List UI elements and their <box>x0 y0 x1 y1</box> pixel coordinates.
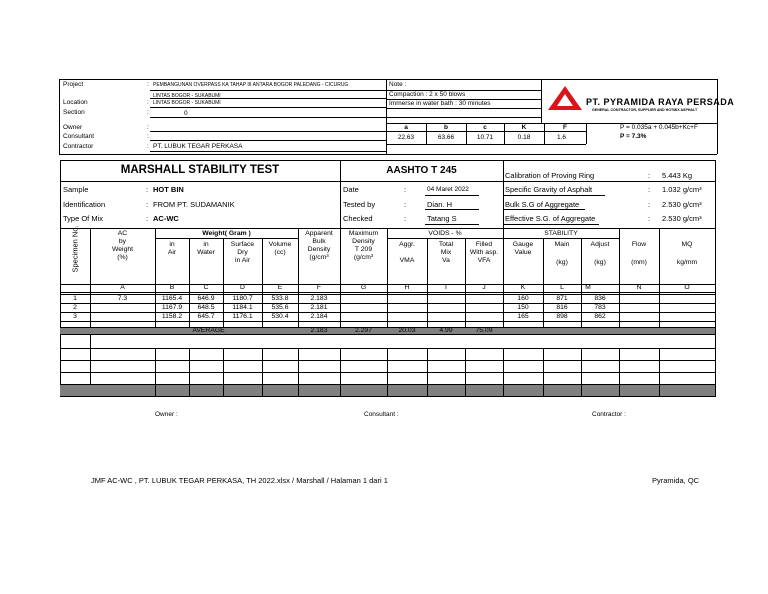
company-logo <box>547 85 583 116</box>
row2-ssd: 1184.1 <box>232 304 253 311</box>
stability-group-header: STABILITY <box>544 230 578 237</box>
row2-water: 648.5 <box>197 304 215 311</box>
coef-value-a: 22.63 <box>397 134 415 141</box>
colon: : <box>147 124 149 131</box>
col-vfa-header: Filled With asp. VFA <box>469 241 499 264</box>
average-bulk: 2.183 <box>310 327 328 334</box>
row3-gauge: 165 <box>517 313 529 320</box>
sg-asphalt-label: Specific Gravity of Asphalt <box>505 185 593 194</box>
row1-water: 646.9 <box>197 295 215 302</box>
section-label: Section <box>63 109 85 116</box>
pyramid-logo-icon <box>547 85 583 111</box>
colon: : <box>147 133 149 140</box>
colon: : <box>648 185 651 194</box>
col-volume-header: Volume (cc) <box>268 241 292 256</box>
row3-no: 3 <box>73 313 77 320</box>
row3-bulk: 2.184 <box>310 313 328 320</box>
row3-water: 645.7 <box>197 313 215 320</box>
row1-adjust: 836 <box>594 295 606 302</box>
calibration-value: 5.443 Kg <box>662 171 693 180</box>
effective-sg-label: Effective S.G. of Aggregate <box>505 214 596 223</box>
coef-value-c: 10.71 <box>476 134 494 141</box>
col-max-density-header: Maximum Density T 209 (g/cm³ <box>348 230 379 261</box>
coef-value-b: 63.66 <box>437 134 455 141</box>
col-in-water-header: in Water <box>197 241 215 256</box>
row3-air: 1158.2 <box>161 313 183 320</box>
p-result: P = 7.3% <box>620 133 647 140</box>
contractor-signature: Contractor : <box>592 411 626 418</box>
checked-value: Tatang S <box>427 214 457 223</box>
note-label: Note : <box>389 81 407 88</box>
immerse-text: Immerse in water bath : 30 minutes <box>389 100 491 107</box>
formula-text: P = 0.035a + 0.045b+Kc+F <box>620 124 698 131</box>
row1-gauge: 160 <box>517 295 529 302</box>
row2-main: 816 <box>556 304 568 311</box>
colon: : <box>648 214 651 223</box>
colon: : <box>404 185 407 194</box>
letter-h: H <box>404 284 410 291</box>
row2-bulk: 2.181 <box>310 304 328 311</box>
consultant-signature: Consultant : <box>364 411 399 418</box>
average-label: AVERAGE <box>192 327 225 334</box>
row1-vol: 533.8 <box>271 295 289 302</box>
colon: : <box>648 200 651 209</box>
project-value: PEMBANGUNAN OVERPASS KA TAHAP III ANTARA BOGOR PALEDANG - CICURUG <box>153 82 349 88</box>
coef-header-c: c <box>483 124 487 131</box>
location-label: Location <box>63 99 88 106</box>
standard-title: AASHTO T 245 <box>386 165 457 176</box>
letter-k: K <box>520 284 526 291</box>
colon: : <box>147 81 149 88</box>
col-surface-dry-header: Surface Dry in Air <box>230 241 255 264</box>
sg-asphalt-value: 1.032 g/cm³ <box>662 185 702 194</box>
average-vma: 20.03 <box>398 327 416 334</box>
row2-no: 2 <box>73 304 77 311</box>
project-label: Project <box>63 81 84 88</box>
coef-header-a: a <box>404 124 408 131</box>
compaction-text: Compaction : 2 x 50 blows <box>389 91 466 98</box>
owner-signature: Owner : <box>155 411 178 418</box>
colon: : <box>146 200 149 209</box>
letter-o: O <box>684 284 690 291</box>
row2-vol: 535.6 <box>271 304 289 311</box>
colon: : <box>146 214 149 223</box>
location-value: LINTAS BOGOR - SUKABUMI <box>153 100 221 106</box>
row1-no: 1 <box>73 295 77 302</box>
ident-value: FROM PT. SUDAMANIK <box>153 200 235 209</box>
row2-adjust: 783 <box>594 304 606 311</box>
date-value: 04 Maret 2022 <box>427 186 469 193</box>
company-name: PT. PYRAMIDA RAYA PERSADA <box>586 97 735 107</box>
sample-value: HOT BIN <box>153 185 184 194</box>
letter-c: C <box>203 284 209 291</box>
effective-sg-value: 2.530 g/cm³ <box>662 214 702 223</box>
page-title: MARSHALL STABILITY TEST <box>120 164 280 176</box>
letter-f: F <box>316 284 322 291</box>
col-mq-header: MQ kg/mm <box>676 241 698 266</box>
ident-label: Identification <box>63 200 106 209</box>
letter-d: D <box>240 284 245 291</box>
contractor-label: Contractor <box>63 143 94 150</box>
col-adjust-header: Adjust (kg) <box>590 241 610 266</box>
average-vfa: 75.09 <box>475 327 493 334</box>
owner-label: Owner <box>63 124 83 131</box>
sample-label: Sample <box>63 185 89 194</box>
col-flow-header: Flow (mm) <box>631 241 647 266</box>
consultant-label: Consultant <box>63 133 95 140</box>
coef-header-k: K <box>521 124 527 131</box>
company-tagline: GENERAL CONTRACTOR, SUPPLIER AND HOTMIX ASPHALT <box>592 108 698 112</box>
row2-gauge: 150 <box>517 304 529 311</box>
row1-main: 871 <box>556 295 568 302</box>
section-value: 0 <box>184 110 188 117</box>
col-ac-header: AC by Weight (%) <box>111 230 134 261</box>
row3-main: 898 <box>556 313 568 320</box>
row3-adjust: 862 <box>594 313 606 320</box>
specimen-header: Specimen No. <box>70 225 80 273</box>
weight-group-header: Weight( Gram ) <box>202 230 251 237</box>
bulk-sg-value: 2.530 g/cm³ <box>662 200 702 209</box>
col-in-air-header: in Air <box>167 241 177 256</box>
coef-value-f: 1.6 <box>557 134 567 141</box>
row1-ac: 7.3 <box>117 295 128 302</box>
colon: : <box>147 109 149 116</box>
colon: : <box>147 143 149 150</box>
letter-g: G <box>360 284 367 291</box>
col-va-header: Total Mix Va <box>438 241 454 264</box>
colon: : <box>146 185 149 194</box>
letter-a: A <box>120 284 125 291</box>
letter-n: N <box>636 284 642 291</box>
colon: : <box>648 171 651 180</box>
col-gauge-header: Gauge Value <box>512 241 534 256</box>
contractor-value: PT. LUBUK TEGAR PERKASA <box>153 143 243 150</box>
project-line2: LINTAS BOGOR - SUKABUMI <box>153 93 221 99</box>
col-main-header: Main (kg) <box>554 241 570 266</box>
average-va: 4.99 <box>439 327 453 334</box>
average-max-density: 2.297 <box>354 327 372 334</box>
row3-ssd: 1176.1 <box>232 313 253 320</box>
calibration-label: Calibration of Proving Ring <box>505 171 595 180</box>
row2-air: 1167.9 <box>161 304 183 311</box>
row1-bulk: 2.183 <box>310 295 328 302</box>
voids-group-header: VOIDS - % <box>428 230 462 237</box>
row1-ssd: 1180.7 <box>232 295 253 302</box>
letter-e: E <box>277 284 283 291</box>
letter-j: J <box>482 284 486 291</box>
mix-value: AC-WC <box>153 214 179 223</box>
tested-value: Dian. H <box>427 200 453 209</box>
coef-value-k: 0.18 <box>517 134 531 141</box>
row1-air: 1165.4 <box>161 295 183 302</box>
colon: : <box>404 214 407 223</box>
letter-m: M <box>585 284 591 291</box>
col-vma-header: Aggr. VMA <box>399 241 415 264</box>
letter-b: B <box>169 284 175 291</box>
colon: : <box>404 200 407 209</box>
colon: : <box>147 99 149 106</box>
mix-label: Type Of Mix <box>63 214 104 223</box>
footer-file-info: JMF AC-WC , PT. LUBUK TEGAR PERKASA, TH 2022.xlsx / Marshall / Halaman 1 dari 1 <box>91 476 388 485</box>
tested-label: Tested by <box>343 200 376 209</box>
checked-label: Checked <box>343 214 373 223</box>
letter-l: L <box>560 284 564 291</box>
row3-vol: 530.4 <box>271 313 289 320</box>
col-bulk-header: Apparent Bulk Density (g/cm³ <box>305 230 333 261</box>
date-label: Date <box>343 185 359 194</box>
coef-header-b: b <box>444 124 448 131</box>
footer-company: Pyramida, QC <box>652 476 700 485</box>
letter-i: I <box>445 284 447 291</box>
bulk-sg-label: Bulk S.G of Aggregate <box>505 200 580 209</box>
coef-header-f: F <box>563 124 567 131</box>
